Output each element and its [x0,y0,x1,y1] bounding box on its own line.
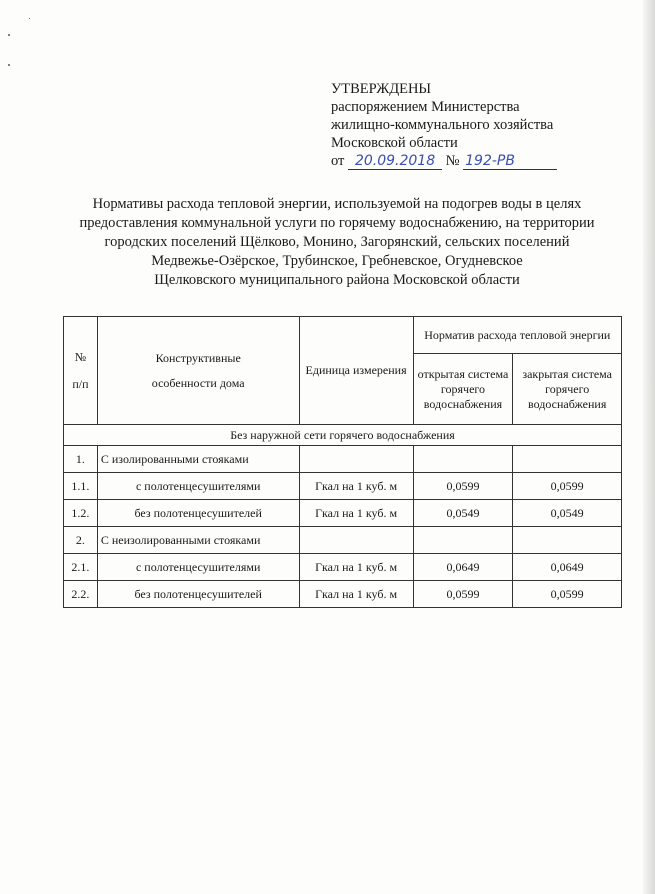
from-label: от [331,153,345,169]
cell-closed: 0,0599 [513,581,622,608]
header-features [97,317,299,425]
table-header-row [64,317,622,354]
header-features-line-2: особенности дома [151,375,245,390]
cell-closed: 0,0599 [513,473,622,500]
header-number-sign: № [74,349,87,364]
title-line-3: городских поселений Щёлково, Монино, Загорянский, сельских поселений [104,234,570,250]
table-row [64,554,622,581]
table-row [64,500,622,527]
title-line-4: Медвежье-Озёрское, Трубинское, Гребневское, Огудневское [151,253,523,269]
cell-no: 1. [64,446,98,473]
scan-edge-shadow [643,0,655,894]
handwritten-date: 20.09.2018 [348,153,442,170]
section-row [64,425,622,446]
cell-open: 0,0599 [413,581,513,608]
table-row [64,473,622,500]
cell-feature: С изолированными стояками [97,446,299,473]
cell-closed: 0,0549 [513,500,622,527]
cell-open: 0,0599 [413,473,513,500]
header-unit: Единица измерения [299,317,413,425]
cell-closed [513,527,622,554]
cell-unit [299,446,413,473]
header-closed-system: закрытая система горячего водоснабжения [513,354,622,425]
cell-no: 2.1. [64,554,98,581]
header-number-pp: п/п [72,376,89,391]
cell-open [413,527,513,554]
scan-speck [8,34,10,36]
cell-closed: 0,0649 [513,554,622,581]
cell-no: 1.2. [64,500,98,527]
section-label: Без наружной сети горячего водоснабжения [64,425,622,446]
cell-feature: без полотенцесушителей [97,500,299,527]
header-open-system: открытая система горячего водоснабжения [413,354,513,425]
cell-unit: Гкал на 1 куб. м [299,554,413,581]
cell-feature: с полотенцесушителями [97,473,299,500]
scan-speck [29,18,30,19]
approval-heading: УТВЕРЖДЕНЫ [331,81,432,97]
cell-feature: С неизолированными стояками [97,527,299,554]
cell-unit: Гкал на 1 куб. м [299,473,413,500]
table-row [64,446,622,473]
norms-table [63,316,622,608]
cell-open: 0,0549 [413,500,513,527]
cell-unit [299,527,413,554]
approval-line-1: распоряжением Министерства [331,99,520,115]
approval-line-2: жилищно-коммунального хозяйства [331,117,554,133]
cell-feature: без полотенцесушителей [97,581,299,608]
document-title [52,195,622,290]
header-features-line-1: Конструктивные [155,350,241,365]
approval-line-3: Московской области [331,135,458,151]
title-line-2: предоставления коммунальной услуги по горячему водоснабжению, на территории [79,215,595,231]
cell-open [413,446,513,473]
title-line-1: Нормативы расхода тепловой энергии, используемой на подогрев воды в целях [92,196,582,212]
cell-feature: с полотенцесушителями [97,554,299,581]
title-line-5: Щелковского муниципального района Московской области [154,272,520,288]
cell-closed [513,446,622,473]
handwritten-number: 192-РВ [463,153,557,170]
number-label: № [445,153,460,169]
cell-unit: Гкал на 1 куб. м [299,581,413,608]
cell-open: 0,0649 [413,554,513,581]
cell-no: 2.2. [64,581,98,608]
cell-no: 2. [64,527,98,554]
scan-speck [8,64,10,66]
table-row [64,527,622,554]
table-row [64,581,622,608]
header-number [64,317,98,425]
header-norm-group: Норматив расхода тепловой энергии [413,317,621,354]
cell-no: 1.1. [64,473,98,500]
approval-date-number-line [331,152,557,170]
approval-block [331,80,557,170]
cell-unit: Гкал на 1 куб. м [299,500,413,527]
